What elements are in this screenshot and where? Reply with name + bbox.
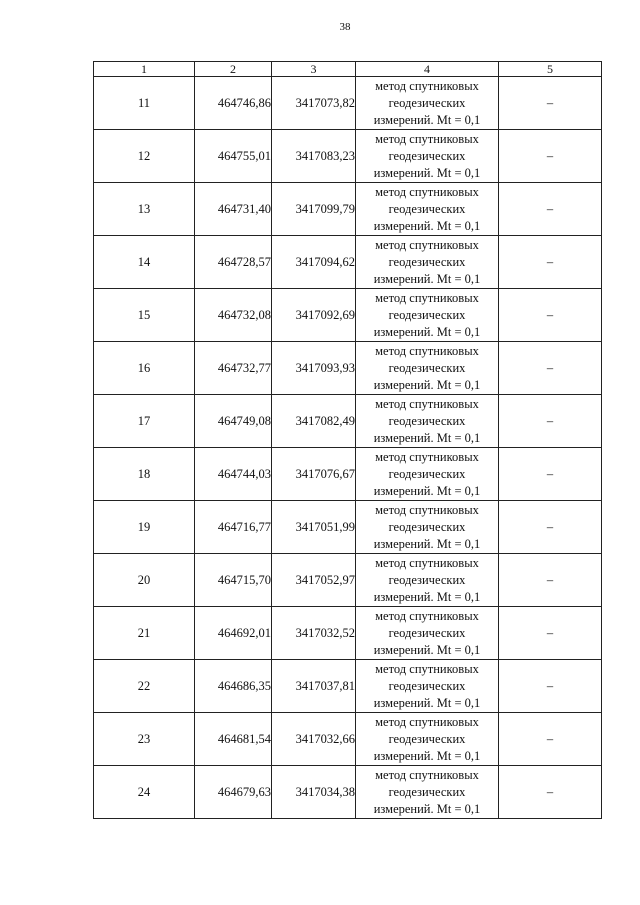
column-header-2: 2 xyxy=(195,62,272,77)
point-number-cell: 22 xyxy=(94,660,195,713)
method-line-2: геодезических xyxy=(388,254,466,269)
method-cell xyxy=(356,130,499,183)
method-line-1: метод спутниковых xyxy=(375,396,479,411)
point-number-cell: 14 xyxy=(94,236,195,289)
point-number-cell: 12 xyxy=(94,130,195,183)
table-row xyxy=(94,77,602,130)
point-number-cell: 19 xyxy=(94,501,195,554)
y-coordinate-cell: 3417083,23 xyxy=(272,130,356,183)
method-line-2: геодезических xyxy=(388,360,466,375)
method-line-1: метод спутниковых xyxy=(375,237,479,252)
method-cell xyxy=(356,660,499,713)
note-cell: – xyxy=(499,236,602,289)
method-line-1: метод спутниковых xyxy=(375,343,479,358)
table-row xyxy=(94,236,602,289)
method-cell xyxy=(356,713,499,766)
table-row xyxy=(94,289,602,342)
method-line-1: метод спутниковых xyxy=(375,449,479,464)
x-coordinate-cell: 464732,77 xyxy=(195,342,272,395)
x-coordinate-cell: 464755,01 xyxy=(195,130,272,183)
method-line-1: метод спутниковых xyxy=(375,290,479,305)
table-row xyxy=(94,713,602,766)
method-line-2: геодезических xyxy=(388,95,466,110)
coordinates-table xyxy=(93,61,602,819)
note-cell: – xyxy=(499,395,602,448)
method-line-3: измерений. Mt = 0,1 xyxy=(373,695,481,710)
note-cell: – xyxy=(499,501,602,554)
method-cell xyxy=(356,501,499,554)
method-line-2: геодезических xyxy=(388,731,466,746)
method-cell xyxy=(356,236,499,289)
note-cell: – xyxy=(499,554,602,607)
table-row xyxy=(94,448,602,501)
method-cell xyxy=(356,448,499,501)
y-coordinate-cell: 3417073,82 xyxy=(272,77,356,130)
table-row xyxy=(94,660,602,713)
table-row xyxy=(94,342,602,395)
x-coordinate-cell: 464749,08 xyxy=(195,395,272,448)
page-number: 38 xyxy=(339,21,351,33)
y-coordinate-cell: 3417037,81 xyxy=(272,660,356,713)
method-line-3: измерений. Mt = 0,1 xyxy=(373,430,481,445)
method-line-3: измерений. Mt = 0,1 xyxy=(373,165,481,180)
method-line-2: геодезических xyxy=(388,148,466,163)
method-line-2: геодезических xyxy=(388,413,466,428)
y-coordinate-cell: 3417051,99 xyxy=(272,501,356,554)
y-coordinate-cell: 3417076,67 xyxy=(272,448,356,501)
method-line-1: метод спутниковых xyxy=(375,767,479,782)
method-cell xyxy=(356,183,499,236)
point-number-cell: 20 xyxy=(94,554,195,607)
method-cell xyxy=(356,77,499,130)
method-line-3: измерений. Mt = 0,1 xyxy=(373,801,481,816)
table-row xyxy=(94,501,602,554)
method-line-2: геодезических xyxy=(388,201,466,216)
method-line-3: измерений. Mt = 0,1 xyxy=(373,271,481,286)
method-line-1: метод спутниковых xyxy=(375,555,479,570)
method-line-3: измерений. Mt = 0,1 xyxy=(373,377,481,392)
table-row xyxy=(94,395,602,448)
point-number-cell: 21 xyxy=(94,607,195,660)
method-line-1: метод спутниковых xyxy=(375,608,479,623)
x-coordinate-cell: 464679,63 xyxy=(195,766,272,819)
method-line-1: метод спутниковых xyxy=(375,131,479,146)
column-header-4: 4 xyxy=(356,62,499,77)
method-cell xyxy=(356,395,499,448)
method-line-3: измерений. Mt = 0,1 xyxy=(373,642,481,657)
point-number-cell: 24 xyxy=(94,766,195,819)
y-coordinate-cell: 3417032,52 xyxy=(272,607,356,660)
note-cell: – xyxy=(499,342,602,395)
point-number-cell: 18 xyxy=(94,448,195,501)
point-number-cell: 15 xyxy=(94,289,195,342)
x-coordinate-cell: 464744,03 xyxy=(195,448,272,501)
column-header-1: 1 xyxy=(94,62,195,77)
method-line-1: метод спутниковых xyxy=(375,78,479,93)
table-row xyxy=(94,554,602,607)
note-cell: – xyxy=(499,766,602,819)
method-line-1: метод спутниковых xyxy=(375,661,479,676)
x-coordinate-cell: 464731,40 xyxy=(195,183,272,236)
x-coordinate-cell: 464728,57 xyxy=(195,236,272,289)
y-coordinate-cell: 3417099,79 xyxy=(272,183,356,236)
method-line-3: измерений. Mt = 0,1 xyxy=(373,748,481,763)
point-number-cell: 23 xyxy=(94,713,195,766)
method-line-2: геодезических xyxy=(388,572,466,587)
method-cell xyxy=(356,289,499,342)
y-coordinate-cell: 3417032,66 xyxy=(272,713,356,766)
method-line-3: измерений. Mt = 0,1 xyxy=(373,324,481,339)
method-line-1: метод спутниковых xyxy=(375,502,479,517)
y-coordinate-cell: 3417093,93 xyxy=(272,342,356,395)
method-line-3: измерений. Mt = 0,1 xyxy=(373,218,481,233)
point-number-cell: 17 xyxy=(94,395,195,448)
x-coordinate-cell: 464715,70 xyxy=(195,554,272,607)
method-line-2: геодезических xyxy=(388,466,466,481)
x-coordinate-cell: 464686,35 xyxy=(195,660,272,713)
table-body xyxy=(94,77,602,819)
note-cell: – xyxy=(499,448,602,501)
x-coordinate-cell: 464681,54 xyxy=(195,713,272,766)
table-header-row xyxy=(94,62,602,77)
point-number-cell: 16 xyxy=(94,342,195,395)
table-row xyxy=(94,183,602,236)
note-cell: – xyxy=(499,289,602,342)
method-cell xyxy=(356,607,499,660)
column-header-5: 5 xyxy=(499,62,602,77)
table-row xyxy=(94,607,602,660)
point-number-cell: 11 xyxy=(94,77,195,130)
column-header-3: 3 xyxy=(272,62,356,77)
method-line-2: геодезических xyxy=(388,519,466,534)
method-cell xyxy=(356,554,499,607)
method-cell xyxy=(356,766,499,819)
y-coordinate-cell: 3417094,62 xyxy=(272,236,356,289)
method-line-2: геодезических xyxy=(388,625,466,640)
note-cell: – xyxy=(499,660,602,713)
y-coordinate-cell: 3417082,49 xyxy=(272,395,356,448)
note-cell: – xyxy=(499,607,602,660)
method-line-1: метод спутниковых xyxy=(375,184,479,199)
table-row xyxy=(94,766,602,819)
x-coordinate-cell: 464732,08 xyxy=(195,289,272,342)
x-coordinate-cell: 464746,86 xyxy=(195,77,272,130)
note-cell: – xyxy=(499,183,602,236)
method-line-2: геодезических xyxy=(388,784,466,799)
x-coordinate-cell: 464716,77 xyxy=(195,501,272,554)
note-cell: – xyxy=(499,77,602,130)
method-line-3: измерений. Mt = 0,1 xyxy=(373,483,481,498)
method-line-3: измерений. Mt = 0,1 xyxy=(373,112,481,127)
method-line-3: измерений. Mt = 0,1 xyxy=(373,589,481,604)
method-line-1: метод спутниковых xyxy=(375,714,479,729)
note-cell: – xyxy=(499,713,602,766)
table-row xyxy=(94,130,602,183)
method-line-2: геодезических xyxy=(388,307,466,322)
y-coordinate-cell: 3417052,97 xyxy=(272,554,356,607)
x-coordinate-cell: 464692,01 xyxy=(195,607,272,660)
method-cell xyxy=(356,342,499,395)
y-coordinate-cell: 3417092,69 xyxy=(272,289,356,342)
method-line-3: измерений. Mt = 0,1 xyxy=(373,536,481,551)
note-cell: – xyxy=(499,130,602,183)
method-line-2: геодезических xyxy=(388,678,466,693)
y-coordinate-cell: 3417034,38 xyxy=(272,766,356,819)
point-number-cell: 13 xyxy=(94,183,195,236)
